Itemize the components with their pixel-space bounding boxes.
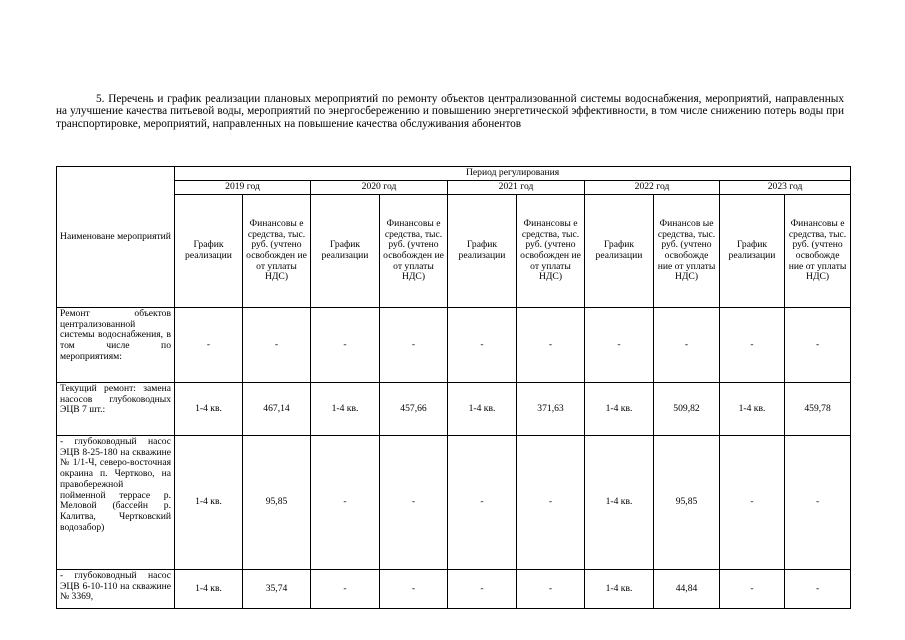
table-cell: - (785, 436, 851, 570)
table-cell: - (448, 436, 517, 570)
table-cell: - (243, 308, 311, 383)
table-cell: 1-4 кв. (175, 570, 243, 609)
table-cell: 371,63 (517, 383, 585, 436)
heading-text: 5. Перечень и график реализации плановых мероприятий по ремонту объектов централизованной системы водоснабжения, мероприятий, направленных на улучшение качества питьевой воды, мероприятий по энергосбережению и повышению энергетической эффективности, в том числе снижению потерь воды при транспортировке, мероприятий, направленных на повышение качества обслуживания абонентов (56, 93, 844, 130)
schedule-header: График реализации (311, 195, 380, 308)
table-cell: 1-4 кв. (585, 383, 654, 436)
table-cell: - (720, 436, 785, 570)
table-cell: - (517, 436, 585, 570)
year-header: 2020 год (311, 181, 448, 195)
table-cell: - (311, 436, 380, 570)
table-cell: 457,66 (380, 383, 448, 436)
table-cell: 1-4 кв. (585, 570, 654, 609)
table-cell: 1-4 кв. (311, 383, 380, 436)
table-cell: - (311, 570, 380, 609)
table-row (57, 436, 851, 570)
table-cell: 1-4 кв. (448, 383, 517, 436)
table-cell: - (380, 570, 448, 609)
table-cell: 1-4 кв. (585, 436, 654, 570)
table-row (57, 570, 851, 609)
finance-header: Финансовы е средства, тыс. руб. (учтено освобожде ние от уплаты НДС) (785, 195, 851, 308)
year-header: 2021 год (448, 181, 585, 195)
year-header: 2019 год (175, 181, 311, 195)
table-cell: - (380, 308, 448, 383)
table-row (57, 308, 851, 383)
table-cell: - (785, 570, 851, 609)
table-row (57, 383, 851, 436)
period-header: Период регулирования (175, 167, 851, 181)
table-cell: 35,74 (243, 570, 311, 609)
section-heading (56, 93, 844, 130)
measures-table (56, 166, 851, 609)
finance-header: Финансов ые средства, тыс. руб. (учтено освобожде ние от уплаты НДС) (654, 195, 720, 308)
table-cell: 459,78 (785, 383, 851, 436)
table-cell: 467,14 (243, 383, 311, 436)
table-cell: 44,84 (654, 570, 720, 609)
table-cell: - (720, 308, 785, 383)
table-cell: - (654, 308, 720, 383)
year-header: 2023 год (720, 181, 851, 195)
measure-name: Ремонт объектов централизованной системы водоснабжения, в том числе по мероприятиям: (57, 308, 175, 383)
schedule-header: График реализации (720, 195, 785, 308)
schedule-header: График реализации (448, 195, 517, 308)
finance-header: Финансовы е средства, тыс. руб. (учтено освобожден ие от уплаты НДС) (380, 195, 448, 308)
table-cell: 509,82 (654, 383, 720, 436)
table-cell: 95,85 (654, 436, 720, 570)
finance-header: Финансовы е средства, тыс. руб. (учтено освобожден ие от уплаты НДС) (517, 195, 585, 308)
table-cell: 1-4 кв. (175, 383, 243, 436)
table-cell: 1-4 кв. (720, 383, 785, 436)
table-cell: - (785, 308, 851, 383)
schedule-header: График реализации (175, 195, 243, 308)
table-cell: - (448, 570, 517, 609)
table-cell: - (585, 308, 654, 383)
measure-name: - глубоководный насос ЭЦВ 6-10-110 на скважине № 3369, (57, 570, 175, 609)
table-cell: - (175, 308, 243, 383)
schedule-header: График реализации (585, 195, 654, 308)
table-cell: - (517, 308, 585, 383)
table-cell: 95,85 (243, 436, 311, 570)
measure-name: Текущий ремонт: замена насосов глубоководных ЭЦВ 7 шт.: (57, 383, 175, 436)
table-cell: - (311, 308, 380, 383)
year-header: 2022 год (585, 181, 720, 195)
name-header: Наименоване мероприятий (57, 167, 175, 308)
table-cell: - (380, 436, 448, 570)
table-cell: - (448, 308, 517, 383)
table-cell: 1-4 кв. (175, 436, 243, 570)
table-cell: - (720, 570, 785, 609)
measure-name: - глубоководный насос ЭЦВ 8-25-180 на скважине № 1/1-Ч, северо-восточная окраина п. Чертково, на правобережной пойменной террасе р. Меловой (бассейн р. Калитва, Чертковский водозабор) (57, 436, 175, 570)
finance-header: Финансовы е средства, тыс. руб. (учтено освобожден ие от уплаты НДС) (243, 195, 311, 308)
table-cell: - (517, 570, 585, 609)
